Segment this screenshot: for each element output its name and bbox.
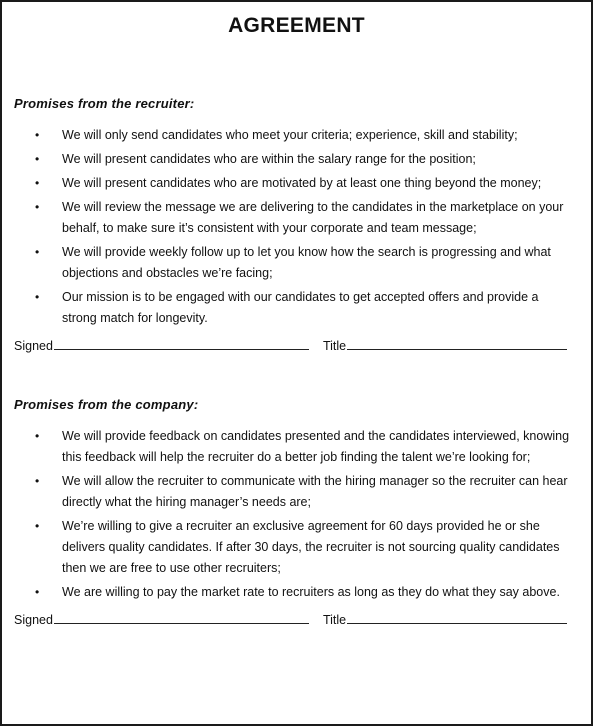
list-item xyxy=(14,516,579,579)
list-item xyxy=(14,125,579,146)
list-item xyxy=(14,287,579,329)
bullet-icon: • xyxy=(35,200,40,214)
list-item-text: Our mission is to be engaged with our candidates to get accepted offers and provide a strong match for longevity. xyxy=(62,290,539,325)
list-item xyxy=(14,471,579,513)
signature-line[interactable] xyxy=(54,611,309,624)
recruiter-promises-list xyxy=(14,125,579,329)
list-item-text: We will provide weekly follow up to let you know how the search is progressing and what objections and obstacles we’re facing; xyxy=(62,245,551,280)
company-signature-row xyxy=(14,611,579,627)
company-promises-list xyxy=(14,426,579,603)
title-line[interactable] xyxy=(347,611,567,624)
list-item xyxy=(14,149,579,170)
bullet-icon: • xyxy=(35,474,40,488)
company-section-heading: Promises from the company: xyxy=(14,397,199,412)
signed-label: Signed xyxy=(14,613,53,627)
list-item-text: We will only send candidates who meet your criteria; experience, skill and stability; xyxy=(62,128,518,142)
recruiter-section-heading: Promises from the recruiter: xyxy=(14,96,195,111)
list-item xyxy=(14,173,579,194)
list-item-text: We will review the message we are delivering to the candidates in the marketplace on your behalf, to make sure it’s consistent with your corporate and team message; xyxy=(62,200,564,235)
list-item xyxy=(14,242,579,284)
signed-label: Signed xyxy=(14,339,53,353)
list-item-text: We’re willing to give a recruiter an exclusive agreement for 60 days provided he or she delivers quality candidates. If after 30 days, the recruiter is not sourcing quality candidates then we are free to use other recruiters; xyxy=(62,519,560,575)
bullet-icon: • xyxy=(35,519,40,533)
list-item xyxy=(14,426,579,468)
title-label: Title xyxy=(322,339,347,353)
title-line[interactable] xyxy=(347,337,567,350)
title-label: Title xyxy=(322,613,347,627)
list-item-text: We are willing to pay the market rate to recruiters as long as they do what they say above. xyxy=(62,585,560,599)
list-item-text: We will present candidates who are within the salary range for the position; xyxy=(62,152,476,166)
bullet-icon: • xyxy=(35,290,40,304)
bullet-icon: • xyxy=(35,245,40,259)
document-title: AGREEMENT xyxy=(228,14,365,37)
bullet-icon: • xyxy=(35,429,40,443)
list-item-text: We will allow the recruiter to communicate with the hiring manager so the recruiter can hear directly what the hiring manager’s needs are; xyxy=(62,474,568,509)
list-item-text: We will provide feedback on candidates presented and the candidates interviewed, knowing this feedback will help the recruiter do a better job finding the talent we’re looking for; xyxy=(62,429,570,464)
list-item-text: We will present candidates who are motivated by at least one thing beyond the money; xyxy=(62,176,542,190)
bullet-icon: • xyxy=(35,176,40,190)
list-item xyxy=(14,197,579,239)
bullet-icon: • xyxy=(35,128,40,142)
list-item xyxy=(14,582,579,603)
bullet-icon: • xyxy=(35,585,40,599)
signature-line[interactable] xyxy=(54,337,309,350)
bullet-icon: • xyxy=(35,152,40,166)
recruiter-signature-row xyxy=(14,337,579,353)
